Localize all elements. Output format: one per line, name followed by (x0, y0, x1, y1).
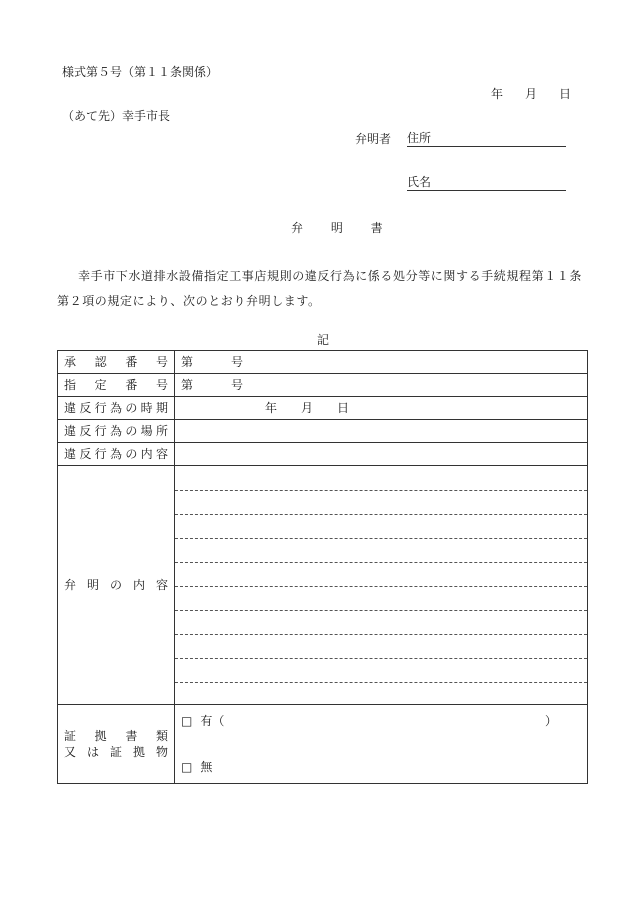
violation-content-label: 違反行為の内容 (58, 443, 175, 466)
document-title: 弁 明 書 (291, 221, 395, 235)
explanation-lines (175, 466, 587, 704)
date-line (491, 86, 571, 102)
violation-time-row (58, 397, 588, 420)
evidence-no-label: 無 (200, 760, 213, 774)
designation-number-row (58, 374, 588, 397)
evidence-row (58, 705, 588, 784)
violation-content-row (58, 443, 588, 466)
dotted-line (175, 586, 587, 587)
dotted-line (175, 682, 587, 683)
evidence-label: 証拠書類 又は証拠物 (58, 705, 175, 784)
addressee: （あて先）幸手市長 (62, 109, 171, 123)
evidence-yes-option[interactable] (181, 713, 224, 729)
form-table (57, 350, 588, 784)
explanation-label: 弁明の内容 (58, 466, 175, 705)
form-id: 様式第５号（第１１条関係） (62, 65, 219, 79)
checkbox-icon[interactable]: □ (181, 760, 193, 774)
violation-time-field[interactable]: 年 月 日 (175, 397, 588, 420)
dotted-line (175, 538, 587, 539)
violation-time-label: 違反行為の時期 (58, 397, 175, 420)
explanation-field[interactable] (175, 466, 588, 705)
evidence-no-option[interactable] (181, 759, 212, 775)
evidence-field (175, 705, 588, 784)
address-field[interactable] (407, 130, 566, 147)
date-year: 年 (491, 87, 504, 101)
name-label: 氏名 (407, 175, 432, 189)
dotted-line (175, 514, 587, 515)
applicant-label: 弁明者 (355, 132, 392, 146)
dotted-line (175, 634, 587, 635)
violation-place-field[interactable] (175, 420, 588, 443)
date-month: 月 (525, 87, 538, 101)
dotted-line (175, 610, 587, 611)
approval-number-field[interactable]: 第 号 (175, 351, 588, 374)
violation-content-field[interactable] (175, 443, 588, 466)
evidence-yes-label: 有（ (200, 714, 225, 728)
violation-place-row (58, 420, 588, 443)
dotted-line (175, 658, 587, 659)
dotted-line (175, 562, 587, 563)
evidence-yes-close: ） (544, 714, 557, 728)
ki-heading: 記 (317, 333, 330, 347)
address-label: 住所 (407, 131, 432, 145)
approval-number-label: 承認番号 (58, 351, 175, 374)
violation-place-label: 違反行為の場所 (58, 420, 175, 443)
designation-number-label: 指定番号 (58, 374, 175, 397)
checkbox-icon[interactable]: □ (181, 714, 193, 728)
explanation-row (58, 466, 588, 705)
body-text: 幸手市下水道排水設備指定工事店規則の違反行為に係る処分等に関する手続規程第１１条第２項の規定により、次のとおり弁明します。 (57, 269, 583, 308)
designation-number-field[interactable]: 第 号 (175, 374, 588, 397)
dotted-line (175, 490, 587, 491)
approval-number-row (58, 351, 588, 374)
name-field[interactable] (407, 174, 566, 191)
date-day: 日 (559, 87, 572, 101)
